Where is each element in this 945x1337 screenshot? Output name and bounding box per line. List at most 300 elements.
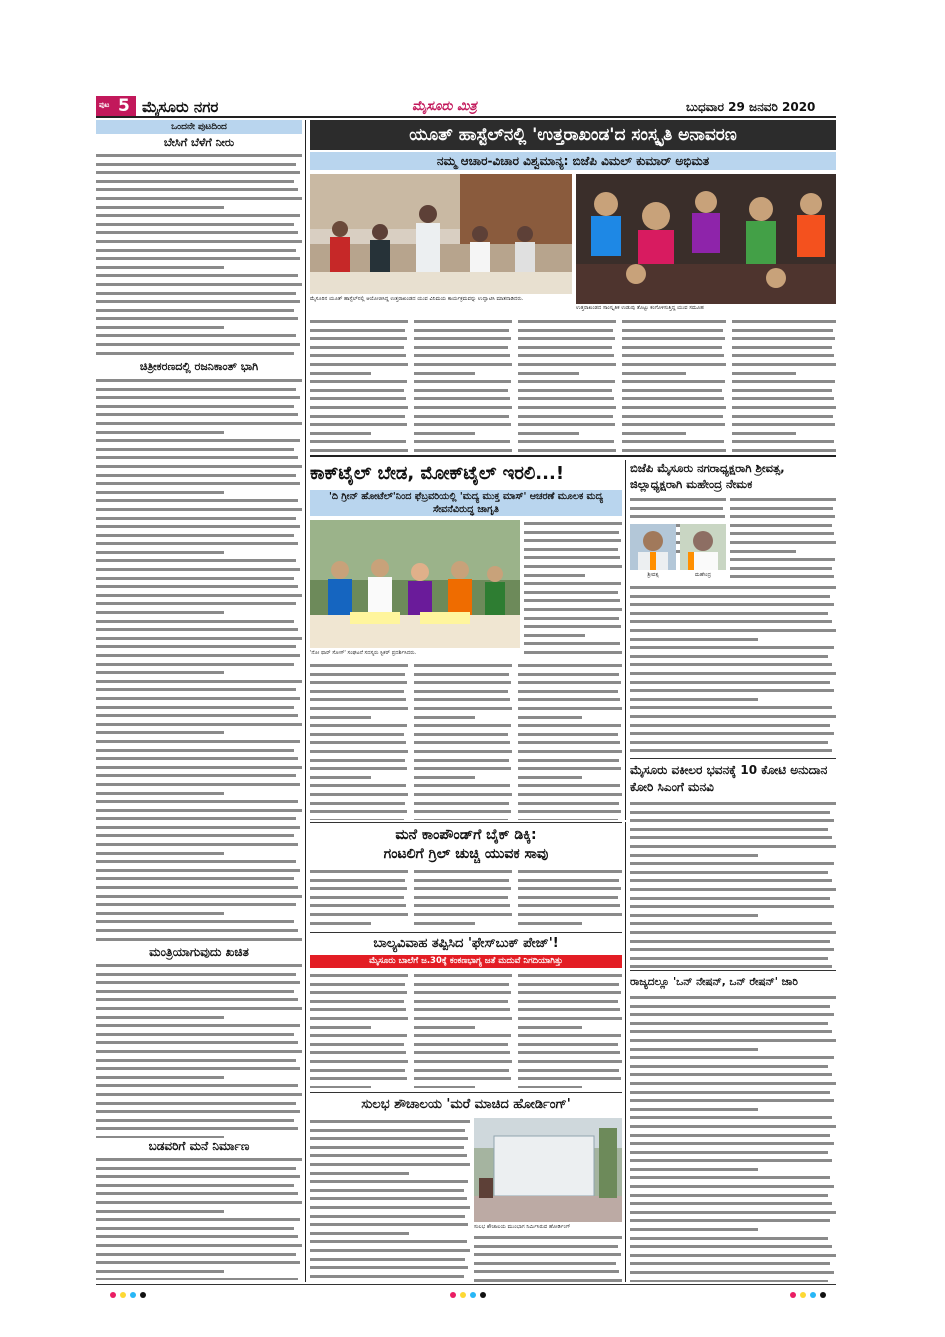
text-line	[630, 1192, 828, 1201]
text-line	[518, 920, 582, 929]
text-line	[518, 335, 615, 344]
text-line	[96, 962, 302, 971]
text-line	[630, 722, 830, 731]
text-line	[414, 911, 512, 920]
text-line	[310, 1075, 407, 1084]
text-line	[310, 430, 371, 439]
text-line	[518, 430, 579, 439]
text-line	[630, 860, 834, 869]
left-story1-title: ಬೇಸಿಗೆ ಬೆಳೆಗೆ ನೀರು	[163, 136, 235, 149]
text-line	[518, 868, 622, 877]
text-line	[414, 1049, 510, 1058]
text-line	[96, 867, 300, 876]
text-line	[630, 946, 834, 955]
toilet-top-rule	[310, 1092, 622, 1093]
bike-body-col3	[518, 868, 622, 930]
text-line	[310, 1024, 371, 1033]
text-line	[96, 850, 224, 859]
text-line	[96, 1173, 300, 1182]
text-line	[630, 1217, 830, 1226]
text-line	[630, 696, 758, 705]
text-line	[414, 920, 475, 929]
text-line	[96, 1225, 294, 1234]
text-line	[414, 318, 512, 327]
text-line	[518, 817, 618, 820]
text-line	[524, 658, 619, 659]
text-line	[414, 1058, 512, 1067]
text-line	[414, 447, 512, 452]
text-line	[96, 1233, 298, 1242]
text-line	[96, 661, 294, 670]
child-marriage-col2	[414, 972, 512, 1088]
text-line	[310, 696, 406, 705]
text-line	[96, 557, 296, 566]
lead-body-col1	[310, 318, 408, 452]
text-line	[732, 430, 796, 439]
registration-marks-right	[790, 1292, 830, 1300]
left-story3-title: ಮಂತ್ರಿಯಾಗುವುದು ಖಚಿತ	[149, 945, 249, 959]
text-line	[414, 765, 511, 774]
toilet-photo	[474, 1118, 622, 1222]
text-line	[310, 438, 406, 447]
text-line	[518, 1015, 622, 1024]
text-line	[630, 730, 834, 739]
text-line	[518, 361, 616, 370]
text-line	[414, 430, 475, 439]
text-line	[310, 1238, 467, 1247]
text-line	[630, 1243, 832, 1252]
text-line	[310, 1273, 464, 1282]
text-line	[310, 1135, 468, 1144]
text-line	[630, 1200, 832, 1209]
text-line	[96, 712, 298, 721]
text-line	[732, 318, 836, 327]
issue-date: ಬುಧವಾರ 29 ಜನವರಿ 2020	[686, 100, 816, 114]
cocktail-body-col3	[518, 662, 622, 820]
text-line	[518, 1058, 622, 1067]
text-line	[96, 815, 296, 824]
text-line	[310, 1152, 467, 1161]
text-line	[96, 411, 298, 420]
text-line	[310, 1041, 404, 1050]
text-line	[524, 529, 619, 538]
text-line	[732, 335, 835, 344]
text-line	[622, 344, 722, 353]
text-line	[96, 738, 300, 747]
text-line	[96, 1082, 298, 1091]
text-line	[518, 885, 621, 894]
text-line	[524, 520, 622, 529]
text-line	[518, 1032, 621, 1041]
text-line	[310, 1170, 409, 1179]
text-line	[96, 272, 298, 281]
text-line	[518, 1024, 582, 1033]
text-line	[310, 370, 371, 379]
text-line	[630, 1149, 828, 1158]
text-line	[518, 378, 615, 387]
text-line	[96, 652, 300, 661]
text-line	[524, 572, 585, 581]
text-line	[96, 1100, 296, 1109]
toilet-headline: ಸುಲಭ ಶೌಚಾಲಯ 'ಮರೆ ಮಾಚಿದ ಹೋರ್ಡಿಂಗ್'	[361, 1097, 571, 1112]
text-line	[630, 895, 830, 904]
text-line	[414, 739, 510, 748]
text-line	[96, 1165, 296, 1174]
bjp-headline: ಬಿಜೆಪಿ ಮೈಸೂರು ನಗರಾಧ್ಯಕ್ಷರಾಗಿ ಶ್ರೀವತ್ಸ, ಜಿಲ್ಲಾಧ್ಯಕ್ಷರಾಗಿ ಮಹೇಂದ್ರ ನೇಮಕ	[630, 461, 785, 491]
text-line	[310, 972, 408, 981]
text-line	[622, 335, 725, 344]
text-line	[96, 764, 302, 773]
text-line	[310, 1015, 408, 1024]
text-line	[96, 858, 296, 867]
lead-headline: ಯೂತ್ ಹಾಸ್ಟೆಲ್‌ನಲ್ಲಿ 'ಉತ್ತರಾಖಂಡ'ದ ಸಂಸ್ಕೃತಿ ಅನಾವರಣ	[310, 120, 836, 150]
text-line	[630, 713, 836, 722]
text-line	[518, 765, 621, 774]
text-line	[96, 721, 302, 730]
cocktail-side-text	[524, 520, 622, 658]
text-line	[630, 601, 834, 610]
toilet-body-col2	[474, 1234, 622, 1282]
lawyers-headline: ಮೈಸೂರು ವಕೀಲರ ಭವನಕ್ಕೆ 10 ಕೋಟಿ ಅನುದಾನ ಕೋರಿ ಸಿಎಂಗೆ ಮನವಿ	[630, 763, 828, 794]
text-line	[96, 212, 300, 221]
left-column-divider	[305, 120, 306, 1282]
left-story2-title: ಚಿತ್ರೀಕರಣದಲ್ಲಿ ರಜನಿಕಾಂತ್ ಭಾಗಿ	[139, 360, 259, 373]
text-line	[622, 387, 722, 396]
text-line	[310, 1161, 470, 1170]
text-line	[630, 627, 836, 636]
text-line	[630, 1260, 830, 1269]
text-line	[732, 378, 835, 387]
text-line	[96, 1125, 298, 1134]
text-line	[310, 920, 371, 929]
text-line	[96, 195, 302, 204]
text-line	[630, 1097, 834, 1106]
text-line	[474, 1251, 621, 1260]
text-line	[96, 403, 294, 412]
bike-body-col1	[310, 868, 408, 930]
text-line	[96, 729, 224, 738]
text-line	[630, 1226, 758, 1235]
text-line	[310, 1204, 470, 1213]
text-line	[310, 1195, 467, 1204]
text-line	[630, 963, 832, 968]
text-line	[474, 1234, 622, 1243]
text-line	[518, 413, 613, 422]
text-line	[518, 679, 621, 688]
child-marriage-col1	[310, 972, 408, 1088]
text-line	[96, 807, 302, 816]
cocktail-subhead: 'ದಿ ಗ್ರೀನ್ ಹೋಟೆಲ್'ನಿಂದ ಫೆಬ್ರವರಿಯಲ್ಲಿ 'ಮದ್ಯ ಮುಕ್ತ ಮಾಸ್' ಆಚರಣೆ ಮೂಲಕ ಮದ್ಯ ಸೇವನೆವಿರುದ್ಧ ಜಾಗೃತಿ	[310, 490, 622, 516]
text-line	[96, 988, 294, 997]
text-line	[518, 722, 621, 731]
text-line	[310, 1006, 406, 1015]
text-line	[96, 341, 300, 350]
text-line	[96, 1242, 302, 1251]
text-line	[310, 1264, 468, 1273]
text-line	[310, 705, 408, 714]
text-line	[630, 869, 828, 878]
text-line	[310, 722, 407, 731]
text-line	[414, 885, 511, 894]
text-line	[96, 506, 302, 515]
text-line	[414, 894, 508, 903]
text-line	[518, 1075, 621, 1084]
text-line	[96, 583, 298, 592]
text-line	[630, 513, 725, 522]
paper-name: ಮೈಸೂರು ಮಿತ್ರ	[412, 99, 477, 114]
text-line	[518, 782, 620, 791]
text-line	[414, 404, 512, 413]
text-line	[310, 1032, 407, 1041]
text-line	[310, 981, 405, 990]
text-line	[730, 565, 832, 574]
lead-body-col4	[622, 318, 726, 452]
text-line	[630, 661, 832, 670]
text-line	[96, 532, 294, 541]
left-story2-body	[96, 377, 302, 944]
text-line	[414, 928, 511, 930]
text-line	[630, 1114, 832, 1123]
bjp-bottom-rule	[630, 758, 836, 759]
text-line	[414, 662, 512, 671]
text-line	[414, 817, 508, 820]
text-line	[96, 540, 298, 549]
text-line	[96, 1156, 302, 1165]
text-line	[96, 1108, 300, 1117]
text-line	[310, 1058, 408, 1067]
text-line	[630, 1011, 834, 1020]
text-line	[630, 1037, 836, 1046]
text-line	[96, 350, 294, 359]
text-line	[414, 774, 475, 783]
text-line	[96, 798, 298, 807]
text-line	[96, 618, 294, 627]
text-line	[630, 1080, 836, 1089]
text-line	[414, 1067, 509, 1076]
text-line	[96, 695, 300, 704]
text-line	[414, 438, 510, 447]
text-line	[310, 1127, 465, 1136]
text-line	[630, 1157, 832, 1166]
text-line	[518, 370, 579, 379]
text-line	[414, 1032, 511, 1041]
lead-bottom-rule	[310, 455, 836, 457]
text-line	[96, 686, 296, 695]
text-line	[414, 808, 511, 817]
text-line	[96, 523, 300, 532]
text-line	[96, 1091, 302, 1100]
text-line	[414, 791, 512, 800]
text-line	[630, 1269, 834, 1278]
text-line	[96, 247, 296, 256]
text-line	[96, 186, 298, 195]
text-line	[310, 688, 404, 697]
text-line	[630, 955, 828, 964]
text-line	[310, 998, 404, 1007]
text-line	[96, 169, 300, 178]
lead-body-col5	[732, 318, 836, 452]
text-line	[518, 757, 619, 766]
text-line	[414, 714, 475, 723]
text-line	[518, 1006, 620, 1015]
text-line	[630, 1106, 758, 1115]
text-line	[732, 404, 836, 413]
left-story4-body	[96, 1156, 302, 1280]
cocktail-body-col2	[414, 662, 512, 820]
text-line	[732, 413, 833, 422]
text-line	[310, 1213, 465, 1222]
text-line	[414, 868, 512, 877]
text-line	[310, 1281, 467, 1282]
text-line	[310, 800, 405, 809]
text-line	[96, 747, 294, 756]
text-line	[414, 1015, 512, 1024]
text-line	[524, 554, 620, 563]
text-line	[732, 438, 834, 447]
text-line	[630, 653, 828, 662]
text-line	[518, 714, 582, 723]
text-line	[96, 1251, 296, 1260]
text-line	[96, 841, 298, 850]
text-line	[518, 447, 616, 452]
text-line	[630, 929, 836, 938]
lead-body-col2	[414, 318, 512, 452]
text-line	[524, 606, 622, 615]
lawyers-bottom-rule	[630, 970, 836, 971]
text-line	[524, 580, 621, 589]
bjp-photo1-caption: ಶ್ರೀವತ್ಸ	[647, 572, 659, 578]
text-line	[310, 421, 407, 430]
middle-right-divider	[625, 460, 626, 820]
text-line	[310, 817, 404, 820]
text-line	[732, 370, 796, 379]
text-line	[518, 327, 613, 336]
text-line	[730, 496, 836, 505]
text-line	[310, 1067, 405, 1076]
bjp-photo-mahendra	[680, 524, 726, 570]
text-line	[414, 1006, 510, 1015]
text-line	[310, 387, 404, 396]
text-line	[518, 404, 616, 413]
text-line	[732, 352, 834, 361]
text-line	[518, 731, 618, 740]
text-line	[310, 748, 408, 757]
text-line	[96, 1117, 294, 1126]
text-line	[96, 1199, 302, 1208]
text-line	[414, 327, 509, 336]
child-marriage-headline: ಬಾಲ್ಯವಿವಾಹ ತಪ್ಪಿಸಿದ 'ಫೇಸ್‌ಬುಕ್ ಪೇಜ್'!	[373, 936, 559, 951]
text-line	[96, 996, 298, 1005]
text-line	[622, 370, 686, 379]
text-line	[96, 1182, 294, 1191]
text-line	[96, 1276, 298, 1280]
lawyers-body	[630, 800, 836, 968]
cocktail-body-col1	[310, 662, 408, 820]
text-line	[414, 902, 510, 911]
text-line	[310, 378, 407, 387]
bike-top-rule	[310, 822, 622, 823]
lead-body-col3	[518, 318, 616, 452]
text-line	[414, 679, 511, 688]
text-line	[518, 395, 614, 404]
text-line	[96, 221, 294, 230]
text-line	[96, 575, 294, 584]
text-line	[310, 902, 406, 911]
cocktail-photo	[310, 520, 520, 648]
text-line	[96, 609, 224, 618]
text-line	[518, 387, 612, 396]
text-line	[310, 1256, 465, 1265]
text-line	[96, 229, 298, 238]
text-line	[730, 573, 834, 582]
text-line	[622, 327, 723, 336]
text-line	[310, 1144, 464, 1153]
text-line	[622, 361, 726, 370]
ration-body	[630, 994, 836, 1282]
text-line	[96, 901, 296, 910]
text-line	[310, 808, 407, 817]
text-line	[414, 335, 511, 344]
text-line	[96, 755, 298, 764]
text-line	[630, 800, 836, 809]
text-line	[630, 843, 836, 852]
text-line	[630, 1140, 834, 1149]
text-line	[310, 671, 405, 680]
text-line	[518, 739, 620, 748]
bike-body-col2	[414, 868, 512, 930]
text-line	[96, 463, 302, 472]
text-line	[622, 438, 724, 447]
text-line	[96, 394, 300, 403]
text-line	[622, 318, 726, 327]
text-line	[96, 238, 302, 247]
text-line	[630, 505, 723, 514]
text-line	[732, 387, 832, 396]
text-line	[310, 335, 407, 344]
text-line	[630, 994, 836, 1003]
text-line	[310, 1178, 468, 1187]
text-line	[310, 1118, 470, 1127]
text-line	[96, 437, 300, 446]
text-line	[630, 877, 832, 886]
text-line	[96, 927, 298, 936]
bjp-photo-srivatsa	[630, 524, 676, 570]
text-line	[518, 1041, 618, 1050]
text-line	[96, 255, 300, 264]
text-line	[96, 1014, 224, 1023]
text-line	[414, 877, 509, 886]
text-line	[96, 1031, 294, 1040]
text-line	[474, 1277, 622, 1282]
text-line	[310, 877, 405, 886]
text-line	[622, 430, 686, 439]
text-line	[622, 421, 725, 430]
text-line	[96, 971, 296, 980]
text-line	[518, 438, 614, 447]
text-line	[630, 809, 830, 818]
text-line	[630, 817, 834, 826]
ration-headline: ರಾಜ್ಯದಲ್ಲೂ 'ಒನ್ ನೇಷನ್, ಒನ್ ರೇಷನ್' ಜಾರಿ	[630, 976, 798, 988]
text-line	[310, 1084, 371, 1088]
text-line	[310, 327, 405, 336]
lead-photo-2-caption: ಉತ್ತರಾಖಂಡದ ಸಾಂಸ್ಕೃತಿಕ ಉಡುಪು ತೊಟ್ಟು ಕಂಗೊಳಿಸುತ್ತಿದ್ದ ಯುವ ಸಮೂಹ	[576, 305, 704, 311]
text-line	[630, 1235, 828, 1244]
text-line	[310, 714, 371, 723]
text-line	[630, 1166, 758, 1175]
text-line	[96, 1208, 224, 1217]
text-line	[524, 589, 618, 598]
text-line	[518, 998, 618, 1007]
